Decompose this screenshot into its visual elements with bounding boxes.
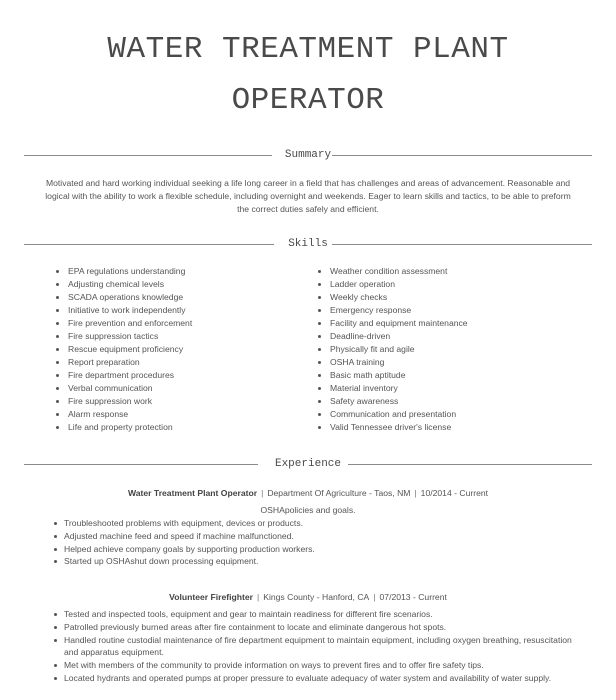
summary-heading xyxy=(24,146,592,164)
skill-item: Facility and equipment maintenance xyxy=(316,317,468,330)
job-header xyxy=(0,487,616,499)
skills-list-right xyxy=(316,265,468,434)
duty-item: Handled routine custodial maintenance of fire department equipment to maintain equipment, including oxygen breathing, resuscitation and apparatus equipment. xyxy=(52,634,572,660)
skill-item: SCADA operations knowledge xyxy=(54,291,192,304)
job-header xyxy=(0,591,616,603)
job-duties xyxy=(52,517,572,568)
experience-heading xyxy=(24,455,592,473)
skills-list-left xyxy=(54,265,192,434)
skill-item: Communication and presentation xyxy=(316,408,468,421)
duty-item: Tested and inspected tools, equipment and gear to maintain readiness for different fire scenarios. xyxy=(52,608,572,621)
divider xyxy=(348,464,592,465)
skill-item: Fire suppression tactics xyxy=(54,330,192,343)
duty-item: Troubleshooted problems with equipment, devices or products. xyxy=(52,517,572,530)
skill-item: Fire department procedures xyxy=(54,369,192,382)
summary-text: Motivated and hard working individual seeking a life long career in a field that has challenges and areas of advancement. Reasonable and logical with the ability to work a flexible schedule, including overnight and weekends. Eager to learn skills and tactics, to be able to preform the correct duties safely and efficient. xyxy=(45,178,571,214)
skill-item: Ladder operation xyxy=(316,278,468,291)
duty-item: Helped achieve company goals by supporting production workers. xyxy=(52,543,572,556)
skill-item: Report preparation xyxy=(54,356,192,369)
skill-item: Verbal communication xyxy=(54,382,192,395)
job-title: Water Treatment Plant Operator xyxy=(127,488,258,498)
job-note: OSHApolicies and goals. xyxy=(260,505,356,515)
job-employer: Department Of Agriculture - Taos, NM xyxy=(267,488,411,498)
skill-item: Adjusting chemical levels xyxy=(54,278,192,291)
skill-item: Emergency response xyxy=(316,304,468,317)
divider xyxy=(332,155,592,156)
skill-item: Fire suppression work xyxy=(54,395,192,408)
name-line-1: WATER TREATMENT PLANT xyxy=(107,32,509,67)
separator: | xyxy=(414,488,417,498)
skill-item: EPA regulations understanding xyxy=(54,265,192,278)
divider xyxy=(332,244,592,245)
skill-item: Initiative to work independently xyxy=(54,304,192,317)
skills-heading xyxy=(24,235,592,253)
skill-item: Rescue equipment proficiency xyxy=(54,343,192,356)
job-dates: 07/2013 - Current xyxy=(379,592,447,602)
separator: | xyxy=(373,592,376,602)
job-dates: 10/2014 - Current xyxy=(420,488,489,498)
duty-item: Started up OSHAshut down processing equipment. xyxy=(52,555,572,568)
skill-item: Fire prevention and enforcement xyxy=(54,317,192,330)
skill-item: Life and property protection xyxy=(54,421,192,434)
skill-item: Safety awareness xyxy=(316,395,468,408)
duty-item: Met with members of the community to provide information on ways to prevent fires and to offer fire safety tips. xyxy=(52,659,572,672)
skill-item: Material inventory xyxy=(316,382,468,395)
experience-title: Experience xyxy=(274,458,341,470)
job-duties xyxy=(52,608,572,685)
skill-item: Valid Tennessee driver's license xyxy=(316,421,468,434)
job-title: Volunteer Firefighter xyxy=(169,592,253,602)
name-line-2: OPERATOR xyxy=(231,83,385,118)
duty-item: Located hydrants and operated pumps at proper pressure to evaluate adequacy of water system and availability of water supply. xyxy=(52,672,572,685)
separator: | xyxy=(257,592,260,602)
duty-item: Patrolled previously burned areas after fire containment to locate and eliminate dangerous hot spots. xyxy=(52,621,572,634)
skill-item: Alarm response xyxy=(54,408,192,421)
skill-item: Deadline-driven xyxy=(316,330,468,343)
skill-item: Basic math aptitude xyxy=(316,369,468,382)
job-employer: Kings County - Hanford, CA xyxy=(263,592,370,602)
duty-item: Adjusted machine feed and speed if machine malfunctioned. xyxy=(52,530,572,543)
summary-title: Summary xyxy=(284,149,332,161)
skill-item: OSHA training xyxy=(316,356,468,369)
skill-item: Weather condition assessment xyxy=(316,265,468,278)
skills-title: Skills xyxy=(288,238,328,250)
skill-item: Weekly checks xyxy=(316,291,468,304)
separator: | xyxy=(261,488,264,498)
skill-item: Physically fit and agile xyxy=(316,343,468,356)
